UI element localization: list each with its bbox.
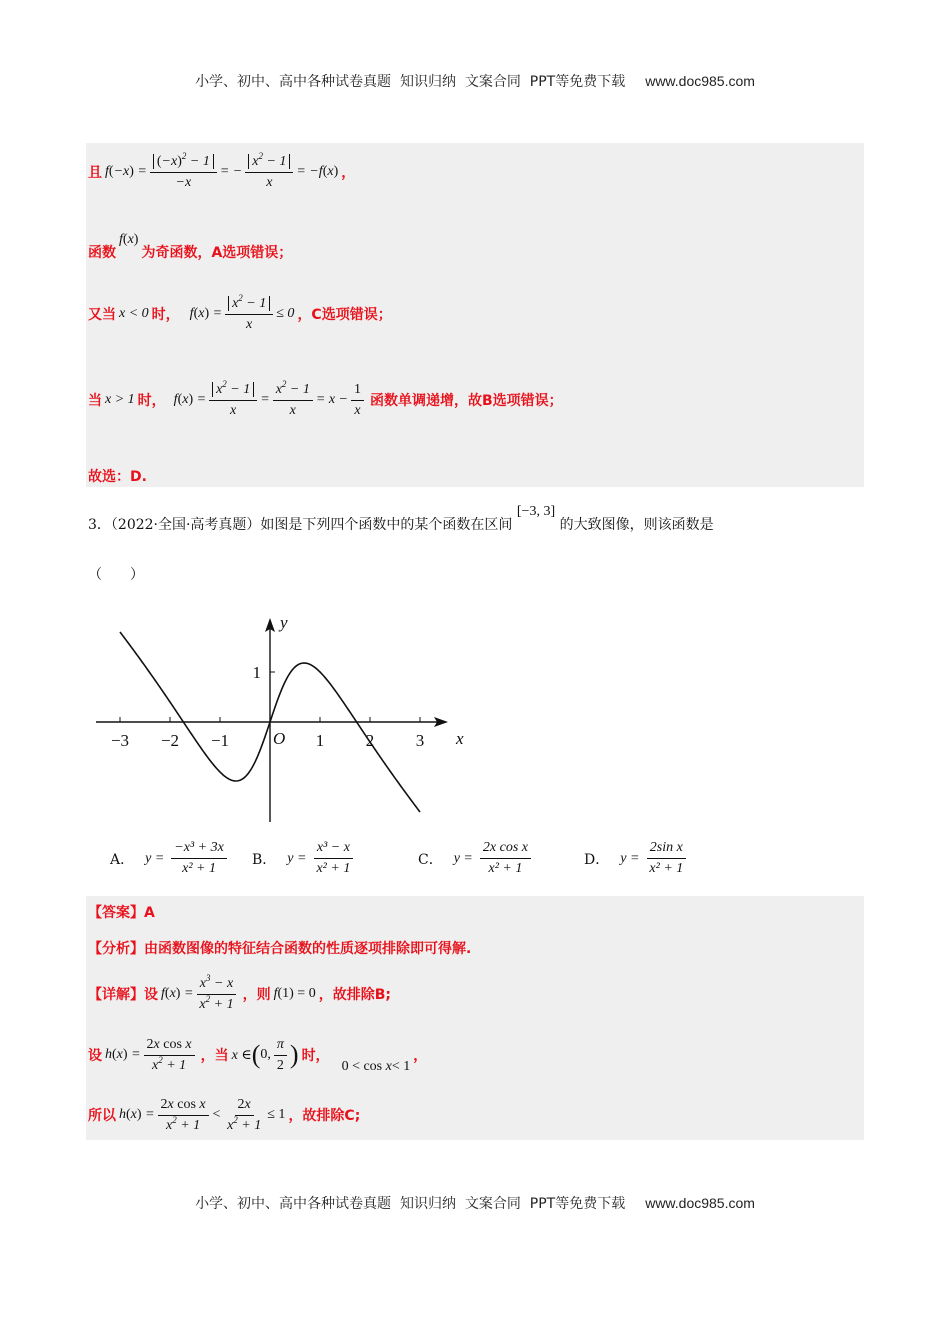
option-c-numerator: 2x cos x — [480, 840, 531, 859]
l4-suffix: 函数单调递增，故B选项错误； — [369, 393, 563, 409]
d2-suffix: ， — [413, 1048, 428, 1064]
d2-prefix: 设 — [88, 1048, 102, 1064]
header-text: 小学、初中、高中各种试卷真题 知识归纳 文案合同 PPT等免费下载 — [195, 74, 626, 90]
page-footer — [0, 1193, 950, 1213]
l3-mid: 时， — [151, 307, 180, 323]
option-d-numerator: 2sin x — [647, 840, 686, 859]
cos-range: 0 < cos x < 1 — [341, 1059, 411, 1074]
l1-suffix: ， — [341, 165, 356, 181]
l5-text: 故选：D. — [88, 469, 147, 485]
x-axis-label: x — [456, 729, 464, 748]
analysis-text: 【分析】由函数图像的特征结合函数的性质逐项排除即可得解. — [88, 941, 472, 957]
option-c-label: C． — [418, 851, 443, 868]
x-gt-1: x > 1 — [105, 392, 135, 407]
x-tick-label: −3 — [110, 731, 130, 750]
solution-line-3 — [88, 292, 392, 336]
solution-line-2 — [88, 232, 292, 272]
l4-mid: 时， — [137, 393, 166, 409]
l3-suffix: ，C选项错误； — [297, 307, 392, 323]
f1-eq-0: f (1) = 0 — [273, 986, 316, 1001]
question-3 — [88, 504, 714, 534]
question-paren: （ ） — [88, 567, 144, 583]
solution-line-5 — [88, 466, 147, 486]
fx-le-0-formula: f ( x ) = $\frac{x^2 - 1}{x}$ ≤ 0 — [189, 292, 295, 332]
option-b-label: B． — [252, 851, 277, 868]
function-graph — [90, 610, 480, 830]
option-b-denominator: x² + 1 — [316, 861, 351, 876]
option-a-label: A． — [110, 851, 135, 868]
footer-site: www.doc985.com — [645, 1195, 755, 1211]
option-c-denominator: x² + 1 — [488, 861, 523, 876]
l4-prefix: 当 — [88, 393, 102, 409]
origin-label: O — [273, 729, 286, 748]
increasing-formula: f ( x ) = $\frac{x^2 - 1}{x}$ = $\frac{x^2 - 1}{x}$ = x − $\frac{1}{x}$ — [174, 382, 367, 419]
question-suffix: 的大致图像，则该函数是 — [559, 517, 714, 533]
x-tick-label: 3 — [415, 731, 425, 750]
option-a-numerator: −x³ + 3x — [171, 840, 227, 859]
detail-line-2 — [88, 1032, 427, 1078]
odd-function-formula: f ( −x ) = $\frac{(-x)^2 - 1}{-x}$ = − $\frac{x^2 - 1}{x}$ = −f ( x ) — [105, 150, 339, 190]
page-header — [0, 71, 950, 91]
option-d-label: D． — [584, 851, 610, 868]
option-b-numerator: x³ − x — [314, 840, 353, 859]
option-a-denominator: x² + 1 — [182, 861, 216, 876]
d1-suffix: ，故排除B; — [318, 987, 391, 1003]
x-tick-label: 1 — [315, 731, 325, 750]
d1-mid: ，则 — [242, 987, 271, 1003]
detail-line-1 — [88, 972, 391, 1016]
l2-prefix: 函数 — [88, 245, 116, 261]
d2-mid2: 时， — [301, 1048, 330, 1064]
option-d-denominator: x² + 1 — [649, 861, 684, 876]
f-def-formula: f ( x ) = $\frac{x^3 - x}{x^2 + 1}$ — [161, 976, 240, 1013]
footer-text: 小学、初中、高中各种试卷真题 知识归纳 文案合同 PPT等免费下载 — [195, 1196, 626, 1212]
question-interval: [−3, 3] — [516, 504, 556, 519]
h-def-formula: h ( x ) = $\frac{\text{2x cos x}}{x^2 + 1}$ — [105, 1037, 198, 1074]
option-c[interactable]: C． y = $\frac{\text{2x cos x}}{\text{x² + 1}}$ — [418, 840, 537, 877]
answer-line — [88, 902, 155, 922]
d2-mid: ，当 — [200, 1048, 229, 1064]
fx-symbol: f ( x ) — [119, 232, 139, 247]
answer-text: 【答案】A — [88, 905, 155, 921]
d3-suffix: ，故排除C; — [288, 1108, 361, 1124]
analysis-line — [88, 938, 471, 958]
solution-line-1 — [88, 150, 355, 194]
x-tick-label: 2 — [365, 731, 375, 750]
d3-prefix: 所以 — [88, 1108, 116, 1124]
option-b[interactable]: B． y = $\frac{\text{x³ − x}}{\text{x² + 1}}$ — [252, 840, 359, 877]
question-prefix: 3．（2022·全国·高考真题）如图是下列四个函数中的某个函数在区间 — [88, 517, 513, 533]
option-a[interactable]: A． y = $\frac{\text{−x³ + 3x}}{\text{x² + 1}}$ — [110, 840, 233, 877]
x-lt-0: x < 0 — [119, 306, 149, 321]
d1-prefix: 【详解】设 — [88, 987, 158, 1003]
header-site: www.doc985.com — [645, 73, 755, 89]
l1-prefix: 且 — [88, 165, 102, 181]
x-in-interval: x ∈ ( 0, $\frac{\pi}{2}$ ) — [231, 1036, 299, 1073]
l2-suffix: 为奇函数，A选项错误； — [141, 245, 293, 261]
option-d[interactable]: D． y = $\frac{\text{2sin x}}{\text{x² + 1}}$ — [584, 840, 692, 877]
l3-prefix: 又当 — [88, 307, 116, 323]
solution-line-4 — [88, 377, 563, 423]
x-tick-label: −1 — [210, 731, 230, 750]
y-tick-label: 1 — [252, 663, 261, 682]
detail-line-3 — [88, 1092, 360, 1138]
y-axis-label: y — [280, 613, 288, 632]
x-tick-label: −2 — [160, 731, 180, 750]
h-bound-formula: h ( x ) = $\frac{\text{2x cos x}}{x^2 + 1}$ < $\frac{2x}{x^2 + 1}$ ≤ 1 — [119, 1096, 286, 1133]
